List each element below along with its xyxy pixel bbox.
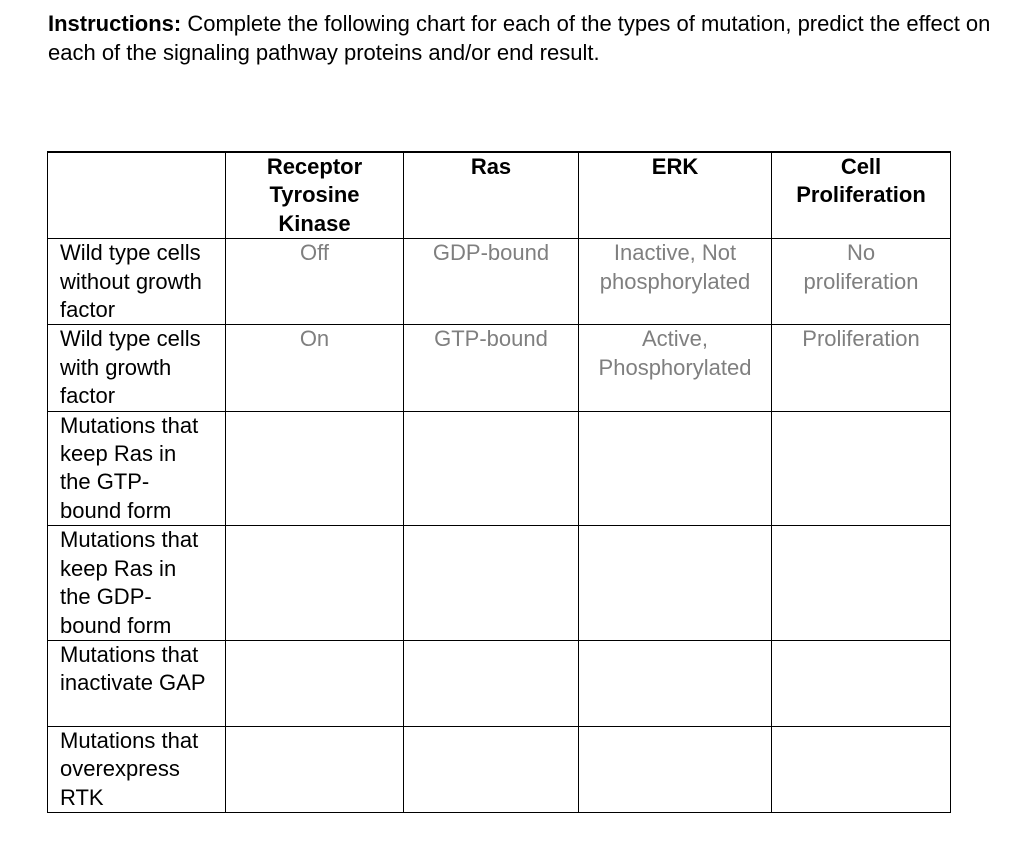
mutation-chart bbox=[47, 151, 951, 813]
cell-ras[interactable] bbox=[404, 640, 579, 726]
row-label bbox=[48, 239, 226, 325]
instructions-paragraph bbox=[48, 9, 1008, 67]
row-label bbox=[48, 325, 226, 411]
header-receptor-tyrosine-kinase bbox=[226, 152, 404, 239]
cell-proliferation[interactable] bbox=[772, 640, 951, 726]
table-row bbox=[48, 239, 951, 325]
cell-proliferation[interactable]: Proliferation bbox=[772, 325, 951, 411]
cell-proliferation[interactable] bbox=[772, 411, 951, 526]
cell-erk-text: Active, Phosphorylated bbox=[598, 326, 752, 380]
cell-ras[interactable] bbox=[404, 411, 579, 526]
row-label-text: Mutations that keep Ras in the GTP-bound form bbox=[60, 412, 199, 523]
cell-rtk[interactable]: On bbox=[226, 325, 404, 411]
table-row bbox=[48, 640, 951, 726]
cell-rtk[interactable] bbox=[226, 411, 404, 526]
cell-proliferation[interactable] bbox=[772, 726, 951, 812]
cell-rtk[interactable] bbox=[226, 640, 404, 726]
cell-ras[interactable]: GDP-bound bbox=[404, 239, 579, 325]
table-row bbox=[48, 325, 951, 411]
row-label-text: Mutations that keep Ras in the GDP-bound form bbox=[60, 527, 199, 638]
header-rtk-text: Receptor Tyrosine Kinase bbox=[266, 154, 363, 236]
cell-erk[interactable] bbox=[579, 726, 772, 812]
row-label bbox=[48, 526, 226, 641]
cell-erk[interactable] bbox=[579, 239, 772, 325]
cell-ras[interactable] bbox=[404, 726, 579, 812]
header-corner bbox=[48, 152, 226, 239]
row-label-text: Wild type cells with growth factor bbox=[60, 326, 201, 409]
cell-erk-text: Inactive, Not phosphorylated bbox=[599, 240, 751, 294]
instructions-label: Instructions: bbox=[48, 11, 182, 36]
header-cell-proliferation-text: Cell Proliferation bbox=[796, 154, 926, 208]
row-label-text: Wild type cells without growth factor bbox=[60, 240, 202, 323]
header-ras: Ras bbox=[404, 152, 579, 239]
row-label bbox=[48, 640, 226, 726]
table-row bbox=[48, 411, 951, 526]
header-erk: ERK bbox=[579, 152, 772, 239]
cell-ras[interactable]: GTP-bound bbox=[404, 325, 579, 411]
cell-proliferation[interactable] bbox=[772, 239, 951, 325]
cell-rtk[interactable]: Off bbox=[226, 239, 404, 325]
cell-erk[interactable] bbox=[579, 526, 772, 641]
cell-erk[interactable] bbox=[579, 640, 772, 726]
cell-proliferation[interactable] bbox=[772, 526, 951, 641]
row-label-text: Mutations that inactivate GAP bbox=[60, 641, 206, 696]
header-row bbox=[48, 152, 951, 239]
row-label bbox=[48, 411, 226, 526]
row-label-text: Mutations that overexpress RTK bbox=[60, 727, 199, 810]
cell-ras[interactable] bbox=[404, 526, 579, 641]
table-row bbox=[48, 526, 951, 641]
cell-rtk[interactable] bbox=[226, 726, 404, 812]
cell-erk[interactable] bbox=[579, 325, 772, 411]
instructions-text: Complete the following chart for each of the types of mutation, predict the effect on each of the signaling pathway proteins and/or end result. bbox=[48, 11, 991, 65]
row-label bbox=[48, 726, 226, 812]
cell-erk[interactable] bbox=[579, 411, 772, 526]
table-row bbox=[48, 726, 951, 812]
cell-rtk[interactable] bbox=[226, 526, 404, 641]
cell-proliferation-text: No proliferation bbox=[803, 240, 919, 294]
header-cell-proliferation bbox=[772, 152, 951, 239]
